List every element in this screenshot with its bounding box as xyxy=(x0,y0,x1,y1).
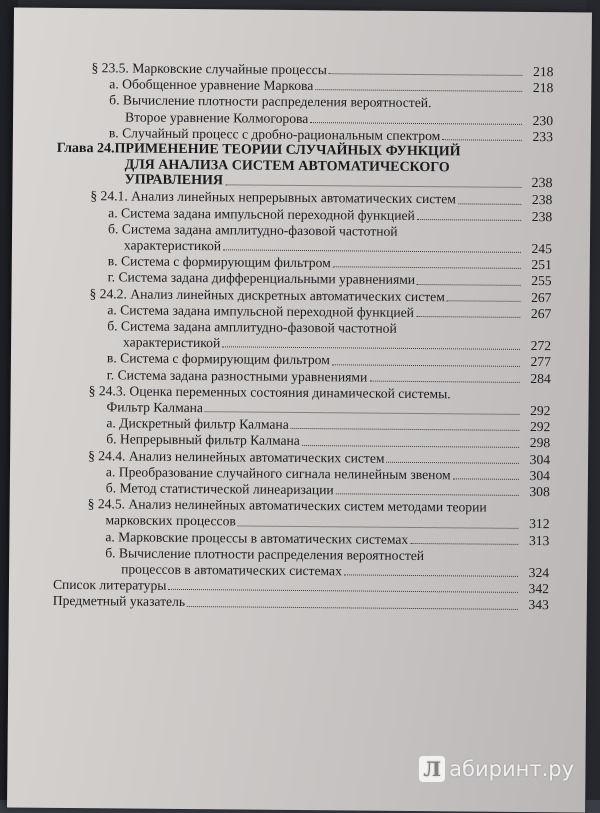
toc-entry-page: 238 xyxy=(524,192,552,208)
dot-leader xyxy=(344,574,518,578)
toc-entry-page: 238 xyxy=(524,176,552,192)
dot-leader xyxy=(302,444,519,448)
dot-leader xyxy=(417,218,521,221)
toc-entry-title: марковских процессов xyxy=(105,513,235,530)
toc-entry-page: 255 xyxy=(524,273,552,289)
toc-entry-title: в. Система с формирующим фильтром xyxy=(108,254,331,272)
toc-entry-title: а. Преобразование случайного сигнала нелинейным звеном xyxy=(106,464,451,483)
watermark-text: абиринт.ру xyxy=(449,757,574,781)
dot-leader xyxy=(369,379,520,382)
dot-leader xyxy=(223,249,521,254)
dot-leader xyxy=(222,346,520,351)
dot-leader xyxy=(187,605,518,610)
toc-entry-page: 342 xyxy=(521,581,549,597)
dot-leader xyxy=(332,363,520,367)
toc-entry-title: § 24.4. Анализ нелинейных автоматических систем xyxy=(88,448,385,467)
dot-leader xyxy=(416,315,520,318)
toc-entry-page: 312 xyxy=(521,516,549,532)
toc-entry-title: § 24.1. Анализ линейных непрерывных автоматических систем xyxy=(90,189,456,208)
toc-entry-title: в. Система с формирующим фильтром xyxy=(107,351,330,369)
chapter-title-line-1: ПРИМЕНЕНИЕ ТЕОРИИ СЛУЧАЙНЫХ ФУНКЦИЙ xyxy=(114,141,460,160)
toc-entry-title: § 24.3. Оценка переменных состояния динамической системы. xyxy=(89,383,451,402)
toc-entry-title: Список литературы xyxy=(53,577,167,594)
toc-entry-page: 292 xyxy=(522,403,550,419)
toc-entry-title: б. Вычисление плотности распределения вероятностей. xyxy=(109,93,431,112)
toc-entry-title: Фильтр Калмана xyxy=(106,399,203,416)
toc-entry-title: б. Непрерывный фильтр Калмана xyxy=(106,432,300,450)
dot-leader xyxy=(417,283,521,286)
toc-entry-title: характеристикой xyxy=(123,335,220,352)
dot-leader xyxy=(168,588,518,593)
labirint-logo-icon: Л xyxy=(419,756,445,782)
toc-entry-page: 251 xyxy=(524,257,552,273)
toc-entry-title: § 24.5. Анализ нелинейных автоматических систем методами теории xyxy=(88,496,487,516)
toc-entry-page: 233 xyxy=(525,129,553,145)
toc-entry-page: 308 xyxy=(522,484,550,500)
toc-entry-page: 324 xyxy=(521,565,549,581)
toc-entry-title: Второе уравнение Колмогорова xyxy=(125,109,308,127)
chapter-number: Глава 24. xyxy=(57,141,115,157)
toc-entry-title: Предметный указатель xyxy=(53,593,185,610)
dot-leader xyxy=(205,410,520,415)
toc-entry-page: 304 xyxy=(522,452,550,468)
dot-leader xyxy=(238,524,519,528)
dot-leader xyxy=(336,493,519,497)
toc-entry-page: 292 xyxy=(522,419,550,435)
dot-leader xyxy=(333,266,521,270)
toc-entry-title: а. Система задана импульсной переходной функцией xyxy=(107,302,414,321)
dot-leader xyxy=(453,477,519,480)
table-of-contents xyxy=(53,60,554,614)
dot-leader xyxy=(442,138,522,141)
book-page xyxy=(7,7,592,812)
dot-leader xyxy=(410,542,518,545)
toc-entry-title: б. Система задана амплитудно-фазовой частотной xyxy=(107,318,397,337)
toc-entry-title: а. Система задана импульсной переходной функцией xyxy=(108,205,415,224)
toc-entry-page: 230 xyxy=(525,113,553,129)
dot-leader xyxy=(291,427,520,431)
dot-leader xyxy=(315,89,522,93)
toc-entry-page: 218 xyxy=(525,80,553,96)
dot-leader xyxy=(458,202,521,205)
toc-entry-title: § 24.2. Анализ линейных дискретных автоматических систем xyxy=(89,286,444,305)
toc-entry-page: 313 xyxy=(521,533,549,549)
toc-entry-page: 343 xyxy=(521,597,549,613)
toc-entry-page: 238 xyxy=(524,209,552,225)
toc-entry-title: а. Обобщенное уравнение Маркова xyxy=(109,77,313,95)
toc-entry-title: б. Метод статистической линеаризации xyxy=(106,480,334,498)
chapter-title-line-2: ДЛЯ АНАЛИЗА СИСТЕМ АВТОМАТИЧЕСКОГО xyxy=(57,156,553,176)
dot-leader xyxy=(329,72,523,76)
toc-entry-page: 277 xyxy=(523,354,551,370)
toc-entry-title: § 23.5. Марковские случайные процессы xyxy=(91,60,327,78)
toc-entry-page: 284 xyxy=(523,371,551,387)
toc-entry-title: а. Дискретный фильтр Калмана xyxy=(106,416,289,434)
toc-entry-page: 272 xyxy=(523,338,551,354)
watermark xyxy=(419,756,574,782)
toc-entry-page: 218 xyxy=(525,64,553,80)
toc-entry-title: г. Система задана разностными уравнениями xyxy=(107,367,368,385)
dot-leader xyxy=(225,184,522,189)
dot-leader xyxy=(310,121,522,125)
toc-entry-title: б. Система задана амплитудно-фазовой частотной xyxy=(108,221,398,240)
dot-leader xyxy=(447,299,521,302)
toc-entry-page: 267 xyxy=(523,290,551,306)
toc-entry-page: 304 xyxy=(522,468,550,484)
toc-entry-title: процессов в автоматических системах xyxy=(121,562,342,580)
toc-entry-page: 298 xyxy=(522,435,550,451)
dot-leader xyxy=(387,461,520,464)
toc-entry-title: характеристикой xyxy=(124,237,221,254)
toc-entry-title: а. Марковские процессы в автоматических системах xyxy=(105,529,408,548)
toc-entry-page: 267 xyxy=(523,306,551,322)
toc-row xyxy=(53,593,549,614)
toc-entry-page: 245 xyxy=(524,241,552,257)
toc-entry-title: в. Случайный процесс с дробно-рациональным спектром xyxy=(109,125,440,144)
toc-entry-title: г. Система задана дифференциальными уравнениями xyxy=(108,270,416,289)
toc-entry-title: б. Вычисление плотности распределения вероятностей xyxy=(105,545,424,564)
chapter-title-line-3: УПРАВЛЕНИЯ xyxy=(124,173,223,190)
